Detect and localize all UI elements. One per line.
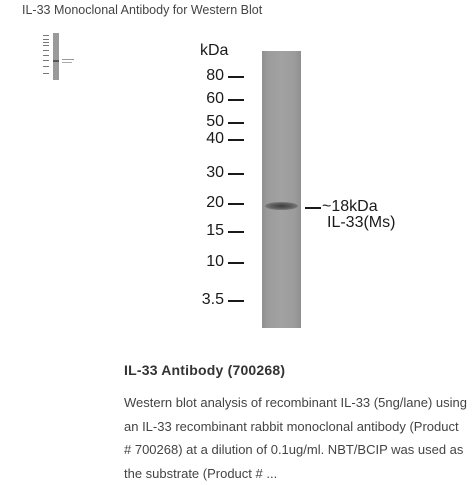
marker-tick bbox=[228, 231, 244, 233]
marker-tick bbox=[228, 122, 244, 124]
band-pointer-line bbox=[305, 207, 321, 209]
marker-label: 10 bbox=[206, 253, 224, 270]
marker-tick bbox=[228, 99, 244, 101]
marker-tick bbox=[228, 300, 244, 302]
marker-tick bbox=[228, 262, 244, 264]
marker-label: 3.5 bbox=[201, 291, 224, 308]
marker-60 bbox=[190, 90, 250, 108]
blot-lane bbox=[262, 51, 301, 328]
marker-label: 15 bbox=[206, 222, 224, 239]
marker-tick bbox=[228, 173, 244, 175]
marker-label: 30 bbox=[206, 164, 224, 181]
marker-20 bbox=[190, 194, 250, 212]
marker-label: 50 bbox=[206, 113, 224, 130]
marker-label: 20 bbox=[206, 194, 224, 211]
marker-3-5 bbox=[190, 291, 250, 309]
marker-label: 80 bbox=[206, 67, 224, 84]
band-name-label: IL-33(Ms) bbox=[327, 214, 396, 231]
marker-tick bbox=[228, 203, 244, 205]
product-heading: IL-33 Antibody (700268) bbox=[124, 362, 286, 378]
product-description: Western blot analysis of recombinant IL-33 (5ng/lane) using an IL-33 recombinant rabbit monoclonal antibody (Product # 700268) at a dilution of 0.1ug/ml. NBT/BCIP was used as the substrate (Product # ... bbox=[124, 395, 468, 481]
kda-header: kDa bbox=[200, 42, 229, 59]
marker-10 bbox=[190, 253, 250, 271]
protein-band bbox=[265, 202, 298, 210]
marker-tick bbox=[228, 76, 244, 78]
marker-50 bbox=[190, 113, 250, 131]
marker-40 bbox=[190, 130, 250, 148]
marker-label: 40 bbox=[206, 130, 224, 147]
band-size-label: ~18kDa bbox=[322, 198, 378, 215]
page-title: IL-33 Monoclonal Antibody for Western Blot bbox=[22, 3, 263, 17]
marker-30 bbox=[190, 164, 250, 182]
marker-label: 60 bbox=[206, 90, 224, 107]
marker-15 bbox=[190, 222, 250, 240]
marker-tick bbox=[228, 139, 244, 141]
marker-80 bbox=[190, 67, 250, 85]
